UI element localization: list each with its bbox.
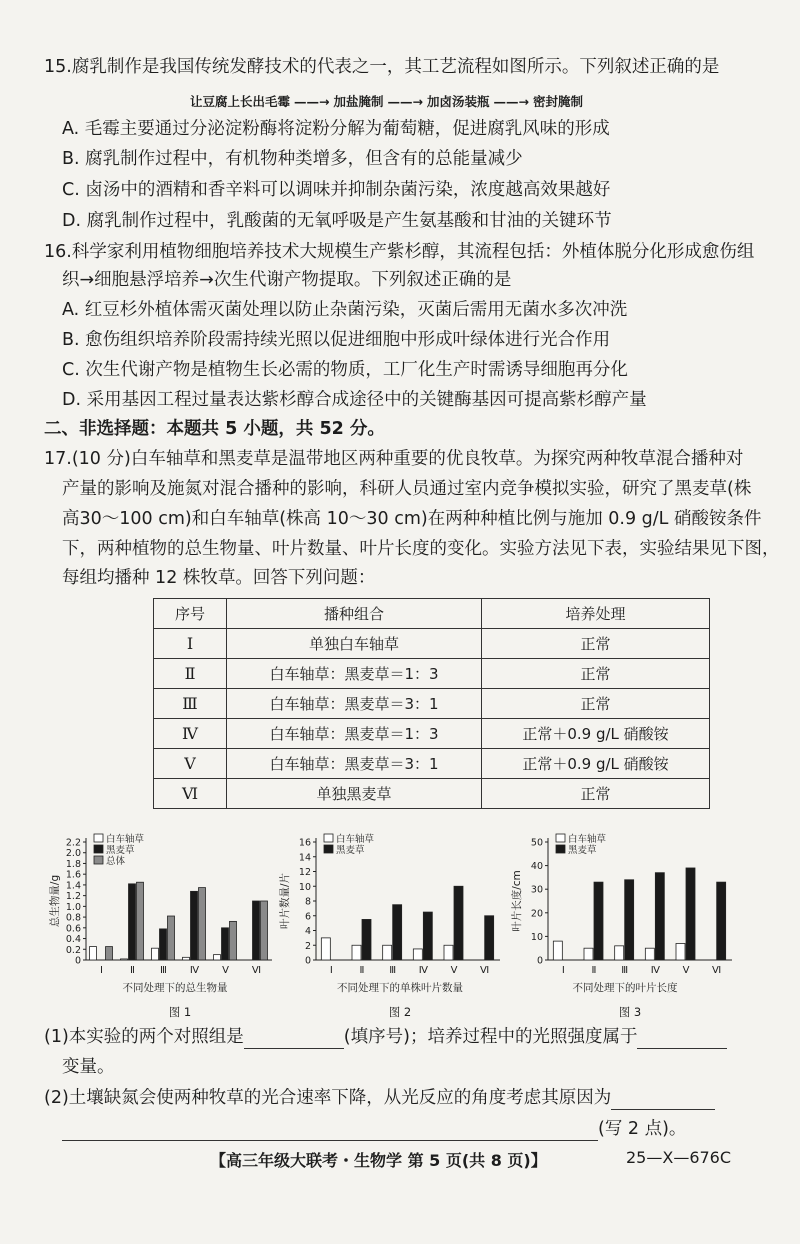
y-tick-label: 8 bbox=[304, 896, 311, 908]
table-cell: 正常 bbox=[482, 779, 710, 809]
q17-line4: 下，两种植物的总生物量、叶片数量、叶片长度的变化。实验方法见下表，实验结果见下图， bbox=[62, 539, 780, 559]
table-cell: 单独白车轴草 bbox=[227, 629, 482, 659]
table-header: 培养处理 bbox=[482, 599, 710, 629]
q16-stem-line2: 织→细胞悬浮培养→次生代谢产物提取。下列叙述正确的是 bbox=[62, 270, 512, 290]
bar-白车轴草 bbox=[444, 945, 453, 960]
figure-label: 图 2 bbox=[388, 1005, 412, 1019]
bar-黑麦草 bbox=[717, 882, 726, 960]
q15-option-c: C. 卤汤中的酒精和香辛料可以调味并抑制杂菌污染，浓度越高效果越好 bbox=[62, 180, 611, 200]
y-tick-label: 2.0 bbox=[65, 848, 81, 860]
q16-option-d: D. 采用基因工程过量表达紫杉醇合成途径中的关键酶基因可提高紫杉醇产量 bbox=[62, 390, 647, 410]
y-tick-label: 0.8 bbox=[65, 912, 81, 924]
y-tick-label: 20 bbox=[530, 908, 543, 920]
y-axis-label: 叶片数量/片 bbox=[279, 872, 291, 930]
x-tick-label: Ⅴ bbox=[682, 965, 690, 976]
x-tick-label: Ⅰ bbox=[329, 965, 333, 976]
bar-黑麦草 bbox=[485, 916, 494, 960]
bar-黑麦草 bbox=[655, 873, 664, 960]
x-tick-label: Ⅳ bbox=[189, 965, 200, 976]
bar-总体 bbox=[230, 921, 237, 960]
y-tick-label: 6 bbox=[304, 911, 311, 923]
q15-flowchart bbox=[190, 92, 583, 110]
q17-sub2-line2 bbox=[62, 1116, 686, 1141]
q17-sub2-text: (2)土壤缺氮会使两种牧草的光合速率下降，从光反应的角度考虑其原因为 bbox=[44, 1088, 612, 1108]
x-tick-label: Ⅲ bbox=[389, 965, 397, 976]
table-row bbox=[154, 779, 710, 809]
table-cell: 正常 bbox=[482, 629, 710, 659]
table-header: 序号 bbox=[154, 599, 227, 629]
bar-白车轴草 bbox=[615, 946, 624, 960]
bar-黑麦草 bbox=[222, 928, 229, 960]
q17-line1: 17.(10 分)白车轴草和黑麦草是温带地区两种重要的优良牧草。为探究两种牧草混合播种对 bbox=[44, 449, 744, 469]
results-charts bbox=[0, 820, 800, 1020]
table-row bbox=[154, 749, 710, 779]
table-cell: Ⅰ bbox=[154, 629, 227, 659]
table-row bbox=[154, 689, 710, 719]
legend-label: 黑麦草 bbox=[106, 845, 135, 856]
answer-blank-2[interactable] bbox=[637, 1024, 727, 1049]
y-axis-label: 叶片长度/cm bbox=[511, 870, 523, 932]
legend-label: 黑麦草 bbox=[568, 845, 597, 856]
q17-sub2-line1 bbox=[44, 1085, 715, 1110]
x-tick-label: Ⅳ bbox=[418, 965, 428, 976]
table-cell: 单独黑麦草 bbox=[227, 779, 482, 809]
y-tick-label: 4 bbox=[304, 926, 311, 937]
legend-label: 白车轴草 bbox=[336, 834, 375, 845]
bar-总体 bbox=[261, 901, 268, 960]
figure-label: 图 1 bbox=[168, 1005, 192, 1019]
y-tick-label: 50 bbox=[530, 837, 543, 849]
table-header: 播种组合 bbox=[227, 599, 482, 629]
y-tick-label: 0 bbox=[74, 955, 81, 967]
y-tick-label: 2 bbox=[304, 940, 311, 952]
x-tick-label: Ⅳ bbox=[650, 965, 660, 976]
table-cell: 正常 bbox=[482, 689, 710, 719]
x-tick-label: Ⅰ bbox=[100, 965, 103, 976]
y-tick-label: 12 bbox=[298, 867, 311, 878]
table-cell: Ⅱ bbox=[154, 659, 227, 689]
legend-label: 白车轴草 bbox=[568, 834, 607, 845]
x-tick-label: Ⅱ bbox=[591, 965, 597, 976]
bar-白车轴草 bbox=[383, 945, 392, 960]
x-tick-label: Ⅲ bbox=[621, 965, 629, 976]
y-tick-label: 1.8 bbox=[65, 858, 81, 870]
q17-line3: 高30～100 cm)和白车轴草(株高 10～30 cm)在两种种植比例与施加 0.9 g/L 硝酸铵条件 bbox=[62, 509, 762, 529]
legend-swatch bbox=[324, 845, 333, 853]
q17-sub1-line2: 变量。 bbox=[62, 1057, 115, 1077]
table-cell: Ⅳ bbox=[154, 719, 227, 749]
bar-总体 bbox=[137, 882, 144, 960]
bar-黑麦草 bbox=[423, 912, 432, 960]
y-tick-label: 0 bbox=[536, 955, 543, 967]
y-tick-label: 10 bbox=[298, 881, 311, 893]
q15-option-d: D. 腐乳制作过程中，乳酸菌的无氧呼吸是产生氨基酸和甘油的关键环节 bbox=[62, 211, 612, 231]
table-cell: Ⅴ bbox=[154, 749, 227, 779]
legend-label: 黑麦草 bbox=[336, 845, 365, 856]
y-tick-label: 0.2 bbox=[65, 944, 81, 956]
q17-sub1-text-a: (1)本实验的两个对照组是 bbox=[44, 1027, 244, 1047]
chart-title: 不同处理下的单株叶片数量 bbox=[337, 982, 463, 994]
bar-黑麦草 bbox=[129, 884, 136, 960]
flow-arrow-icon: ——→ bbox=[294, 94, 330, 109]
section-heading: 二、非选择题：本题共 5 小题，共 52 分。 bbox=[44, 419, 385, 439]
y-tick-label: 2.2 bbox=[65, 837, 81, 849]
y-tick-label: 14 bbox=[298, 852, 311, 864]
legend-swatch bbox=[556, 834, 565, 842]
bar-白车轴草 bbox=[413, 949, 422, 960]
bar-黑麦草 bbox=[191, 891, 198, 960]
exam-code: 25—X—676C bbox=[626, 1148, 732, 1167]
table-header-row bbox=[154, 599, 710, 629]
y-tick-label: 1.0 bbox=[65, 901, 81, 913]
q15-option-b: B. 腐乳制作过程中，有机物种类增多，但含有的总能量减少 bbox=[62, 149, 523, 169]
legend-swatch bbox=[94, 834, 103, 842]
flow-step-2: 加盐腌制 bbox=[333, 94, 384, 109]
legend-swatch bbox=[556, 845, 565, 853]
y-tick-label: 30 bbox=[530, 884, 543, 896]
bar-白车轴草 bbox=[321, 938, 330, 960]
y-tick-label: 16 bbox=[298, 837, 311, 849]
table-cell: Ⅲ bbox=[154, 689, 227, 719]
x-tick-label: Ⅲ bbox=[160, 965, 167, 976]
x-tick-label: Ⅰ bbox=[561, 965, 565, 976]
x-tick-label: Ⅵ bbox=[712, 965, 722, 976]
table-cell: 正常＋0.9 g/L 硝酸铵 bbox=[482, 749, 710, 779]
flow-step-3: 加卤汤装瓶 bbox=[427, 94, 490, 109]
chart-title: 不同处理下的叶片长度 bbox=[572, 982, 678, 994]
x-tick-label: Ⅱ bbox=[359, 965, 365, 976]
answer-blank-4[interactable] bbox=[62, 1116, 598, 1141]
x-tick-label: Ⅴ bbox=[450, 965, 458, 976]
q17-sub2-tail: (写 2 点)。 bbox=[598, 1119, 687, 1139]
legend-swatch bbox=[324, 834, 333, 842]
table-cell: 白车轴草：黑麦草＝1：3 bbox=[227, 659, 482, 689]
bar-白车轴草 bbox=[121, 959, 128, 960]
q15-stem: 15.腐乳制作是我国传统发酵技术的代表之一，其工艺流程如图所示。下列叙述正确的是 bbox=[44, 57, 720, 77]
table-row bbox=[154, 629, 710, 659]
table-row bbox=[154, 659, 710, 689]
table-cell: 白车轴草：黑麦草＝1：3 bbox=[227, 719, 482, 749]
bar-白车轴草 bbox=[183, 957, 190, 960]
bar-总体 bbox=[168, 916, 175, 960]
flow-arrow-icon: ——→ bbox=[387, 94, 423, 109]
page-footer: 【高三年级大联考・生物学 第 5 页(共 8 页)】 bbox=[210, 1151, 547, 1170]
flow-step-4: 密封腌制 bbox=[533, 94, 584, 109]
y-axis-label: 总生物量/g bbox=[49, 874, 61, 928]
experiment-table bbox=[153, 598, 710, 809]
bar-黑麦草 bbox=[686, 868, 695, 960]
q17-line2: 产量的影响及施氮对混合播种的影响，科研人员通过室内竞争模拟实验，研究了黑麦草(株 bbox=[62, 479, 752, 499]
bar-黑麦草 bbox=[625, 880, 634, 960]
bar-黑麦草 bbox=[160, 929, 167, 960]
q15-option-a: A. 毛霉主要通过分泌淀粉酶将淀粉分解为葡萄糖，促进腐乳风味的形成 bbox=[62, 119, 610, 139]
q16-stem-line1: 16.科学家利用植物细胞培养技术大规模生产紫杉醇，其流程包括：外植体脱分化形成愈伤组 bbox=[44, 242, 755, 262]
q16-option-a: A. 红豆杉外植体需灭菌处理以防止杂菌污染，灭菌后需用无菌水多次冲洗 bbox=[62, 300, 628, 320]
bar-总体 bbox=[106, 947, 113, 960]
flow-step-1: 让豆腐上长出毛霉 bbox=[190, 94, 291, 109]
y-tick-label: 0.6 bbox=[65, 923, 81, 935]
table-cell: 白车轴草：黑麦草＝3：1 bbox=[227, 749, 482, 779]
y-tick-label: 1.4 bbox=[65, 880, 81, 892]
bar-白车轴草 bbox=[584, 948, 593, 960]
y-tick-label: 0 bbox=[304, 955, 311, 967]
answer-blank-1[interactable] bbox=[244, 1024, 344, 1049]
figure-label: 图 3 bbox=[618, 1005, 642, 1019]
chart-title: 不同处理下的总生物量 bbox=[122, 982, 228, 994]
q17-sub1-line1 bbox=[44, 1024, 727, 1049]
table-row bbox=[154, 719, 710, 749]
bar-白车轴草 bbox=[90, 947, 97, 960]
x-tick-label: Ⅵ bbox=[251, 965, 262, 976]
legend-swatch bbox=[94, 856, 103, 864]
y-tick-label: 40 bbox=[530, 861, 543, 873]
bar-白车轴草 bbox=[152, 948, 159, 960]
y-tick-label: 1.6 bbox=[65, 869, 81, 881]
table-cell: 白车轴草：黑麦草＝3：1 bbox=[227, 689, 482, 719]
x-tick-label: Ⅵ bbox=[480, 965, 490, 976]
q17-line5: 每组均播种 12 株牧草。回答下列问题： bbox=[62, 568, 376, 588]
bar-黑麦草 bbox=[253, 901, 260, 960]
table-cell: 正常＋0.9 g/L 硝酸铵 bbox=[482, 719, 710, 749]
x-tick-label: Ⅴ bbox=[222, 965, 229, 976]
bar-白车轴草 bbox=[676, 943, 685, 960]
y-tick-label: 1.2 bbox=[65, 891, 81, 903]
bar-白车轴草 bbox=[352, 945, 361, 960]
legend-swatch bbox=[94, 845, 103, 853]
y-tick-label: 10 bbox=[530, 931, 543, 943]
bar-黑麦草 bbox=[393, 905, 402, 960]
answer-blank-3[interactable] bbox=[611, 1085, 715, 1110]
flow-arrow-icon: ——→ bbox=[493, 94, 529, 109]
q16-option-c: C. 次生代谢产物是植物生长必需的物质，工厂化生产时需诱导细胞再分化 bbox=[62, 360, 628, 380]
bar-黑麦草 bbox=[362, 919, 371, 960]
bar-总体 bbox=[199, 888, 206, 960]
table-cell: 正常 bbox=[482, 659, 710, 689]
bar-黑麦草 bbox=[454, 886, 463, 960]
q16-option-b: B. 愈伤组织培养阶段需持续光照以促进细胞中形成叶绿体进行光合作用 bbox=[62, 330, 611, 350]
bar-白车轴草 bbox=[214, 955, 221, 960]
bar-黑麦草 bbox=[594, 882, 603, 960]
y-tick-label: 0.4 bbox=[65, 934, 81, 946]
legend-label: 白车轴草 bbox=[106, 834, 145, 845]
table-cell: Ⅵ bbox=[154, 779, 227, 809]
legend-label: 总体 bbox=[106, 856, 126, 867]
bar-白车轴草 bbox=[553, 941, 562, 960]
q17-sub1-text-b: (填序号)；培养过程中的光照强度属于 bbox=[343, 1027, 638, 1047]
x-tick-label: Ⅱ bbox=[130, 965, 135, 976]
bar-白车轴草 bbox=[645, 948, 654, 960]
